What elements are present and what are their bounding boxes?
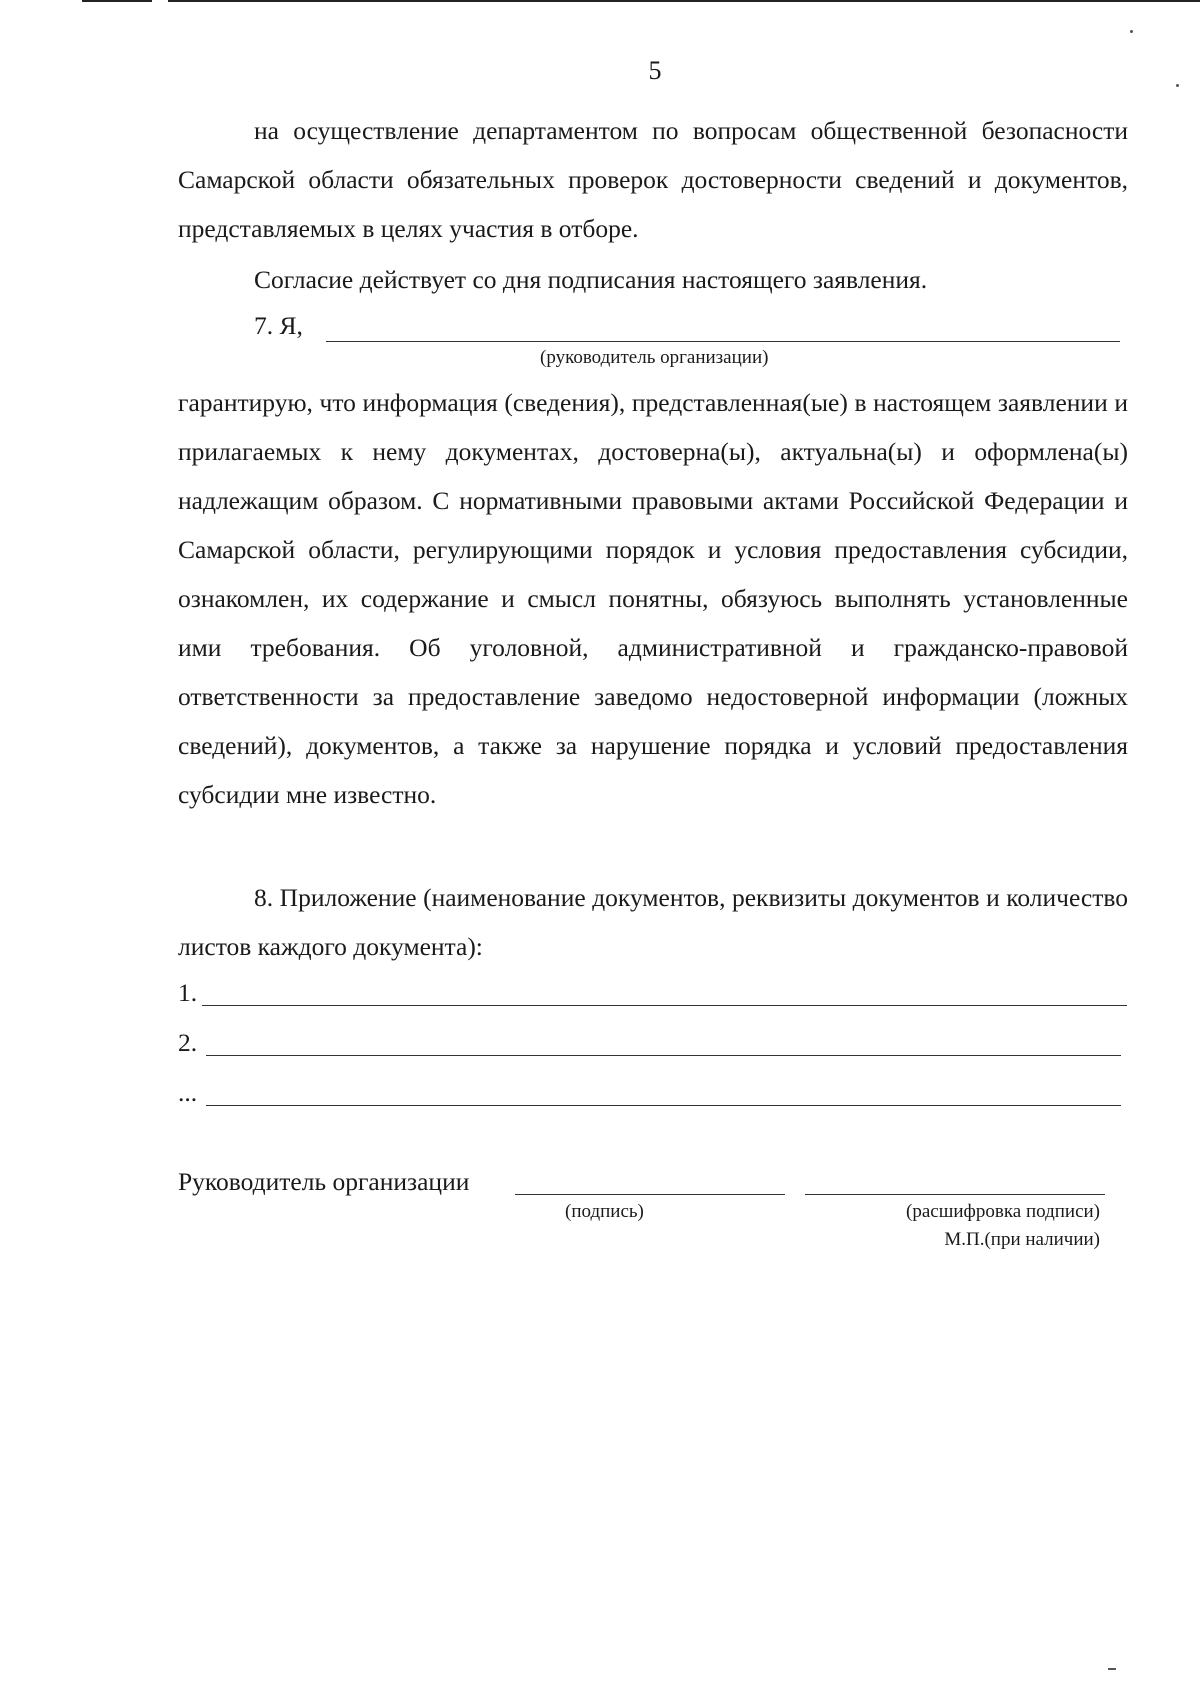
scan-speck (1108, 1668, 1116, 1670)
item-7-prefix: 7. Я, (254, 311, 303, 340)
head-name-field[interactable] (326, 341, 1120, 342)
page-number: 5 (648, 56, 662, 85)
seal-caption: М.П.(при наличии) (944, 1229, 1100, 1250)
attachment-label-1: 1. (178, 978, 198, 1007)
attachment-field-more[interactable] (206, 1105, 1121, 1106)
attachment-label-more: ... (178, 1078, 198, 1107)
attachment-field-2[interactable] (206, 1055, 1121, 1056)
attachment-field-1[interactable] (202, 1005, 1127, 1006)
signature-decryption-field[interactable] (805, 1194, 1105, 1195)
consent-paragraph: на осуществление департаментом по вопросам общественной безопасности Самарской области обязательных проверок достоверности сведений и документов, представляемых в целях участия в отборе. (178, 116, 1128, 243)
guarantee-paragraph: гарантирую, что информация (сведения), представленная(ые) в настоящем заявлении и прилагаемых к нему документах, достоверна(ы), актуальна(ы) и оформлена(ы) надлежащим образом. С нормативными правовыми актами Российской Федерации и Самарской области, регулирующими порядок и условия предоставления субсидии, ознакомлен, их содержание и смысл понятны, обязуюсь выполнять установленные ими требования. Об уголовной, административной и гражданско-правовой ответственности за предоставление заведомо недостоверной информации (ложных сведений), документов, а также за нарушение порядка и условий предоставления субсидии мне известно. (178, 388, 1128, 809)
signature-label: Руководитель организации (178, 1167, 470, 1196)
scan-rule (168, 0, 1200, 2)
scan-rule-fragment (82, 0, 152, 2)
attachment-label-2: 2. (178, 1028, 198, 1057)
consent-validity-paragraph: Согласие действует со дня подписания настоящего заявления. (254, 265, 928, 294)
decryption-caption: (расшифровка подписи) (906, 1201, 1100, 1222)
attachments-heading: 8. Приложение (наименование документов, реквизиты документов и количество листов каждого документа): (178, 883, 1128, 961)
signature-caption: (подпись) (565, 1201, 644, 1222)
scan-speck (1130, 30, 1133, 33)
head-name-caption: (руководитель организации) (540, 347, 769, 368)
signature-field[interactable] (515, 1194, 785, 1195)
